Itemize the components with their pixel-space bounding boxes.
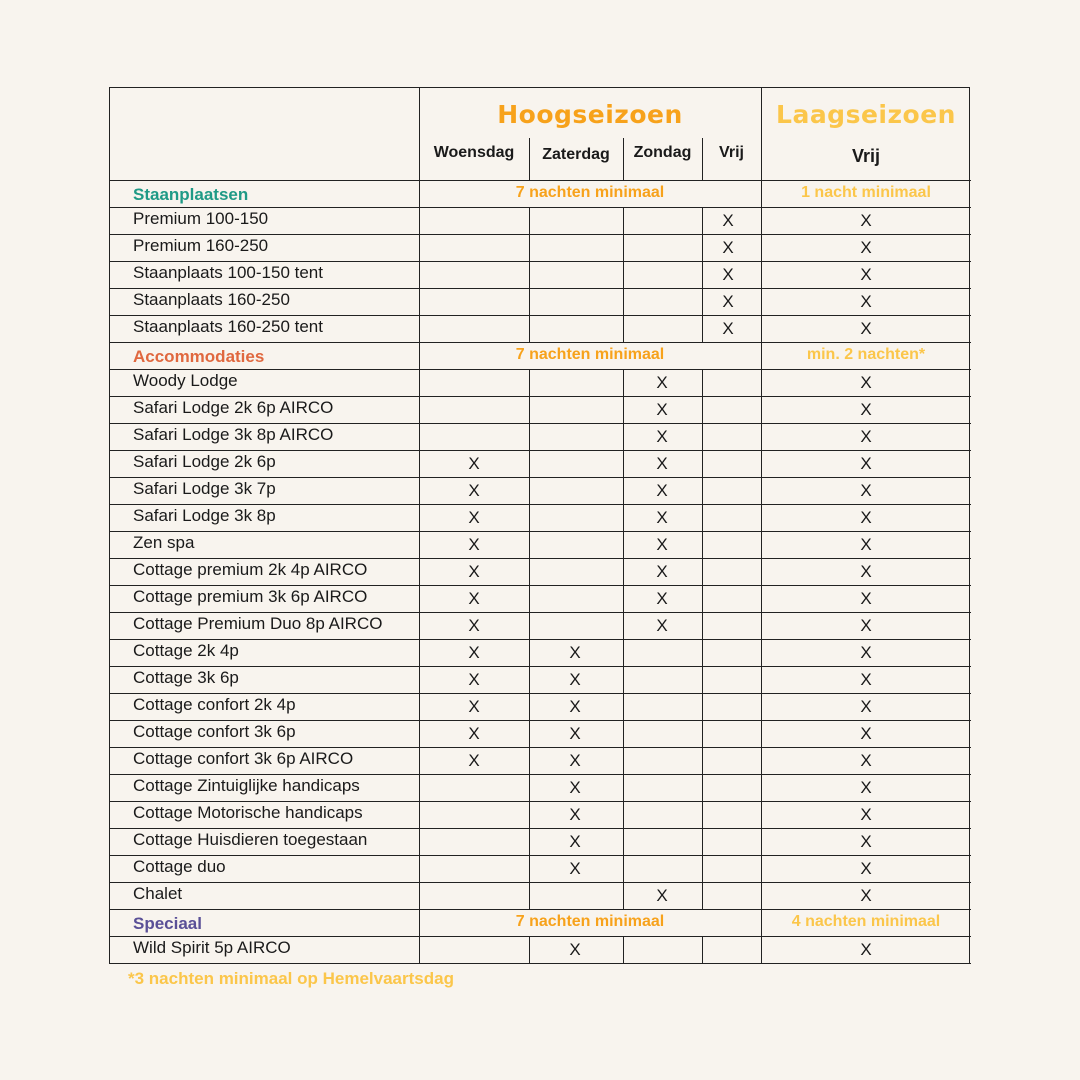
cell-divider — [623, 639, 624, 666]
cell-divider — [623, 558, 624, 585]
cell-divider — [623, 936, 624, 963]
availability-mark: X — [656, 481, 668, 500]
availability-mark: X — [569, 832, 581, 851]
availability-mark: X — [656, 535, 668, 554]
cell-divider — [529, 639, 530, 666]
availability-mark: X — [656, 400, 668, 419]
cell-divider — [702, 396, 703, 423]
row-divider — [110, 639, 971, 640]
availability-table — [109, 87, 970, 964]
availability-mark: X — [468, 751, 480, 770]
availability-mark: X — [722, 292, 734, 311]
high-season-requirement: 7 nachten minimaal — [515, 184, 665, 201]
cell-divider — [623, 396, 624, 423]
table-row: Cottage Motorische handicaps — [133, 803, 363, 822]
availability-mark: X — [569, 697, 581, 716]
availability-mark: X — [468, 670, 480, 689]
availability-mark: X — [468, 697, 480, 716]
table-row: Safari Lodge 3k 8p — [133, 506, 276, 525]
row-divider — [110, 207, 971, 208]
row-divider — [110, 585, 971, 586]
availability-mark: X — [860, 481, 872, 500]
availability-mark: X — [656, 454, 668, 473]
availability-mark: X — [569, 859, 581, 878]
row-divider — [110, 801, 971, 802]
table-row: Cottage premium 2k 4p AIRCO — [133, 560, 368, 579]
availability-mark: X — [860, 400, 872, 419]
availability-mark: X — [860, 940, 872, 959]
availability-mark: X — [656, 508, 668, 527]
low-season-requirement: 4 nachten minimaal — [791, 913, 941, 930]
row-divider — [110, 747, 971, 748]
section-title: Accommodaties — [133, 347, 265, 366]
cell-divider — [529, 504, 530, 531]
cell-divider — [702, 207, 703, 234]
cell-divider — [702, 369, 703, 396]
cell-divider — [702, 477, 703, 504]
row-divider — [110, 855, 971, 856]
cell-divider — [529, 882, 530, 909]
cell-divider — [529, 396, 530, 423]
availability-mark: X — [860, 724, 872, 743]
header-divider — [702, 138, 703, 180]
cell-divider — [529, 801, 530, 828]
availability-mark: X — [860, 265, 872, 284]
cell-divider — [702, 747, 703, 774]
cell-divider — [623, 612, 624, 639]
cell-divider — [623, 882, 624, 909]
cell-divider — [623, 315, 624, 342]
cell-divider — [529, 261, 530, 288]
low-season-heading: Laagseizoen — [776, 100, 956, 129]
cell-divider — [529, 531, 530, 558]
low-season-requirement: min. 2 nachten* — [806, 346, 926, 363]
cell-divider — [702, 504, 703, 531]
table-row: Cottage Zintuiglijke handicaps — [133, 776, 360, 795]
row-divider — [110, 558, 971, 559]
table-row: Staanplaats 160-250 — [133, 290, 290, 309]
cell-divider — [623, 747, 624, 774]
cell-divider — [623, 450, 624, 477]
footnote: *3 nachten minimaal op Hemelvaartsdag — [128, 969, 454, 988]
availability-mark: X — [860, 778, 872, 797]
cell-divider — [529, 666, 530, 693]
availability-mark: X — [656, 562, 668, 581]
availability-mark: X — [468, 616, 480, 635]
cell-divider — [702, 261, 703, 288]
row-divider — [110, 774, 971, 775]
cell-divider — [702, 288, 703, 315]
availability-mark: X — [468, 589, 480, 608]
table-row: Cottage Premium Duo 8p AIRCO — [133, 614, 383, 633]
cell-divider — [702, 828, 703, 855]
table-row: Staanplaats 160-250 tent — [133, 317, 323, 336]
availability-mark: X — [569, 805, 581, 824]
table-row: Staanplaats 100-150 tent — [133, 263, 323, 282]
availability-mark: X — [860, 535, 872, 554]
availability-mark: X — [860, 292, 872, 311]
availability-mark: X — [860, 805, 872, 824]
row-divider — [110, 882, 971, 883]
cell-divider — [529, 423, 530, 450]
header-divider — [623, 138, 624, 180]
table-row: Wild Spirit 5p AIRCO — [133, 938, 291, 957]
availability-mark: X — [860, 454, 872, 473]
cell-divider — [702, 612, 703, 639]
cell-divider — [702, 720, 703, 747]
availability-mark: X — [860, 238, 872, 257]
cell-divider — [623, 261, 624, 288]
cell-divider — [702, 450, 703, 477]
table-row: Woody Lodge — [133, 371, 238, 390]
availability-mark: X — [860, 508, 872, 527]
availability-mark: X — [656, 589, 668, 608]
cell-divider — [529, 450, 530, 477]
table-row: Premium 160-250 — [133, 236, 269, 255]
availability-mark: X — [656, 427, 668, 446]
availability-mark: X — [569, 670, 581, 689]
cell-divider — [623, 234, 624, 261]
row-divider — [110, 612, 971, 613]
table-row: Cottage duo — [133, 857, 226, 876]
day-header-zondag: Zondag — [633, 144, 692, 161]
low-season-requirement: 1 nacht minimaal — [801, 184, 931, 201]
availability-mark: X — [722, 319, 734, 338]
row-divider — [110, 477, 971, 478]
row-divider — [110, 666, 971, 667]
cell-divider — [529, 369, 530, 396]
cell-divider — [529, 774, 530, 801]
availability-mark: X — [860, 427, 872, 446]
availability-mark: X — [860, 751, 872, 770]
cell-divider — [702, 558, 703, 585]
row-divider — [110, 828, 971, 829]
cell-divider — [623, 207, 624, 234]
table-row: Zen spa — [133, 533, 195, 552]
availability-mark: X — [468, 454, 480, 473]
header-divider — [529, 138, 530, 180]
cell-divider — [623, 774, 624, 801]
row-divider — [110, 531, 971, 532]
cell-divider — [623, 801, 624, 828]
row-divider — [110, 693, 971, 694]
availability-mark: X — [468, 643, 480, 662]
section-title: Staanplaatsen — [133, 185, 249, 204]
cell-divider — [623, 504, 624, 531]
cell-divider — [702, 234, 703, 261]
high-season-requirement: 7 nachten minimaal — [515, 913, 665, 930]
row-divider — [110, 936, 971, 937]
availability-mark: X — [860, 670, 872, 689]
day-header-woensdag: Woensdag — [433, 144, 515, 161]
cell-divider — [623, 531, 624, 558]
availability-mark: X — [860, 697, 872, 716]
cell-divider — [702, 693, 703, 720]
cell-divider — [529, 855, 530, 882]
day-header-zaterdag: Zaterdag — [542, 146, 610, 163]
availability-mark: X — [569, 751, 581, 770]
availability-mark: X — [860, 832, 872, 851]
availability-mark: X — [860, 211, 872, 230]
header-divider — [110, 180, 971, 181]
cell-divider — [702, 423, 703, 450]
cell-divider — [702, 531, 703, 558]
availability-mark: X — [468, 481, 480, 500]
cell-divider — [529, 747, 530, 774]
row-divider — [110, 504, 971, 505]
table-row: Cottage 2k 4p — [133, 641, 239, 660]
table-row: Cottage Huisdieren toegestaan — [133, 830, 368, 849]
table-row: Safari Lodge 2k 6p — [133, 452, 276, 471]
availability-mark: X — [656, 616, 668, 635]
cell-divider — [623, 693, 624, 720]
row-divider — [110, 369, 971, 370]
availability-mark: X — [569, 643, 581, 662]
cell-divider — [529, 315, 530, 342]
availability-mark: X — [860, 589, 872, 608]
table-row: Cottage confort 3k 6p AIRCO — [133, 749, 354, 768]
cell-divider — [702, 585, 703, 612]
cell-divider — [529, 612, 530, 639]
table-row: Chalet — [133, 884, 183, 903]
availability-mark: X — [860, 886, 872, 905]
row-divider — [110, 963, 971, 964]
cell-divider — [623, 855, 624, 882]
cell-divider — [623, 585, 624, 612]
column-divider — [761, 88, 762, 963]
availability-mark: X — [656, 886, 668, 905]
availability-mark: X — [569, 778, 581, 797]
cell-divider — [529, 558, 530, 585]
availability-mark: X — [860, 616, 872, 635]
cell-divider — [623, 369, 624, 396]
cell-divider — [702, 801, 703, 828]
cell-divider — [702, 666, 703, 693]
cell-divider — [702, 936, 703, 963]
availability-mark: X — [569, 724, 581, 743]
row-divider — [110, 315, 971, 316]
day-header-vrij: Vrij — [719, 144, 744, 161]
row-divider — [110, 234, 971, 235]
table-row: Safari Lodge 3k 8p AIRCO — [133, 425, 334, 444]
availability-mark: X — [860, 319, 872, 338]
table-row: Cottage confort 3k 6p — [133, 722, 296, 741]
low-day-header-vrij: Vrij — [851, 146, 881, 166]
cell-divider — [529, 477, 530, 504]
table-row: Cottage 3k 6p — [133, 668, 239, 687]
availability-mark: X — [722, 211, 734, 230]
cell-divider — [702, 774, 703, 801]
cell-divider — [702, 855, 703, 882]
cell-divider — [529, 585, 530, 612]
cell-divider — [529, 936, 530, 963]
availability-mark: X — [860, 643, 872, 662]
availability-mark: X — [860, 859, 872, 878]
table-row: Safari Lodge 2k 6p AIRCO — [133, 398, 334, 417]
availability-mark: X — [722, 238, 734, 257]
availability-mark: X — [468, 562, 480, 581]
section-title: Speciaal — [133, 914, 202, 933]
availability-mark: X — [468, 508, 480, 527]
cell-divider — [529, 234, 530, 261]
table-row: Cottage confort 2k 4p — [133, 695, 296, 714]
table-row: Safari Lodge 3k 7p — [133, 479, 276, 498]
table-row: Cottage premium 3k 6p AIRCO — [133, 587, 368, 606]
cell-divider — [623, 288, 624, 315]
cell-divider — [529, 207, 530, 234]
cell-divider — [529, 828, 530, 855]
row-divider — [110, 909, 971, 910]
high-season-requirement: 7 nachten minimaal — [515, 346, 665, 363]
cell-divider — [623, 828, 624, 855]
row-divider — [110, 423, 971, 424]
availability-mark: X — [468, 535, 480, 554]
row-divider — [110, 261, 971, 262]
row-divider — [110, 342, 971, 343]
row-divider — [110, 450, 971, 451]
high-season-heading: Hoogseizoen — [497, 100, 683, 129]
row-divider — [110, 720, 971, 721]
cell-divider — [529, 693, 530, 720]
cell-divider — [529, 720, 530, 747]
availability-mark: X — [860, 562, 872, 581]
cell-divider — [529, 288, 530, 315]
row-divider — [110, 288, 971, 289]
cell-divider — [623, 666, 624, 693]
cell-divider — [623, 720, 624, 747]
availability-mark: X — [722, 265, 734, 284]
cell-divider — [702, 639, 703, 666]
cell-divider — [623, 477, 624, 504]
table-row: Premium 100-150 — [133, 209, 269, 228]
row-divider — [110, 396, 971, 397]
cell-divider — [702, 882, 703, 909]
cell-divider — [702, 315, 703, 342]
availability-mark: X — [468, 724, 480, 743]
availability-mark: X — [656, 373, 668, 392]
availability-mark: X — [860, 373, 872, 392]
column-divider — [419, 88, 420, 963]
cell-divider — [623, 423, 624, 450]
availability-mark: X — [569, 940, 581, 959]
